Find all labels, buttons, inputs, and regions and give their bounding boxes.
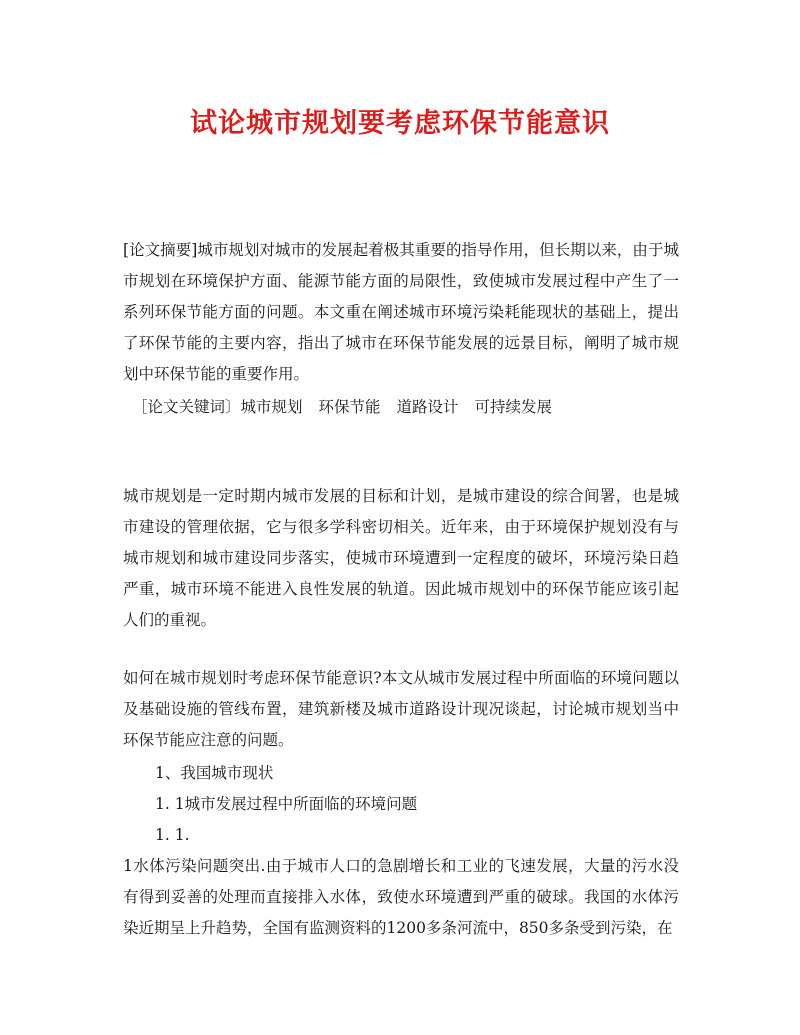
body-paragraph-3: 1水体污染问题突出.由于城市人口的急剧增长和工业的飞速发展，大量的污水没有得到妥善的处理而直接排入水体，致使水环境遭到严重的破球。我国的水体污染近期呈上升趋势，全国有监测资料的1200多条河流中，850多条受到污染，在 [123,857,679,937]
section-heading-1: 1、我国城市现状 [155,764,274,782]
section-heading-1-1-1: 1. 1. [155,826,190,844]
keywords-line [132,392,552,423]
body-paragraph-2: 如何在城市规划时考虑环保节能意识?本文从城市发展过程中所面临的环境问题以及基础设施的管线布置，建筑新楼及城市道路设计现况谈起，讨论城市规划当中环保节能应注意的问题。 [123,669,679,749]
abstract-paragraph: [论文摘要]城市规划对城市的发展起着极其重要的指导作用，但长期以来，由于城市规划在环境保护方面、能源节能方面的局限性，致使城市发展过程中产生了一系列环保节能方面的问题。本文重在阐述城市环境污染耗能现状的基础上，提出了环保节能的主要内容，指出了城市在环保节能发展的远景目标，阐明了城市规划中环保节能的重要作用。 [123,241,679,383]
keyword-item: 环保节能 [318,398,381,416]
section-heading-1-1: 1. 1城市发展过程中所面临的环境问题 [155,795,418,813]
document-title: 试论城市规划要考虑环保节能意识 [190,108,610,139]
keyword-item: 可持续发展 [474,398,553,416]
keywords-label: ［论文关键词〕城市规划 [132,398,303,416]
keyword-item: 道路设计 [396,398,459,416]
body-paragraph-1: 城市规划是一定时期内城市发展的目标和计划，是城市建设的综合间署，也是城市建设的管理依据，它与很多学科密切相关。近年来，由于环境保护规划没有与城市规划和城市建设同步落实，使城市环境遭到一定程度的破坏，环境污染日趋严重，城市环境不能进入良性发展的轨道。因此城市规划中的环保节能应该引起人们的重视。 [123,487,679,629]
